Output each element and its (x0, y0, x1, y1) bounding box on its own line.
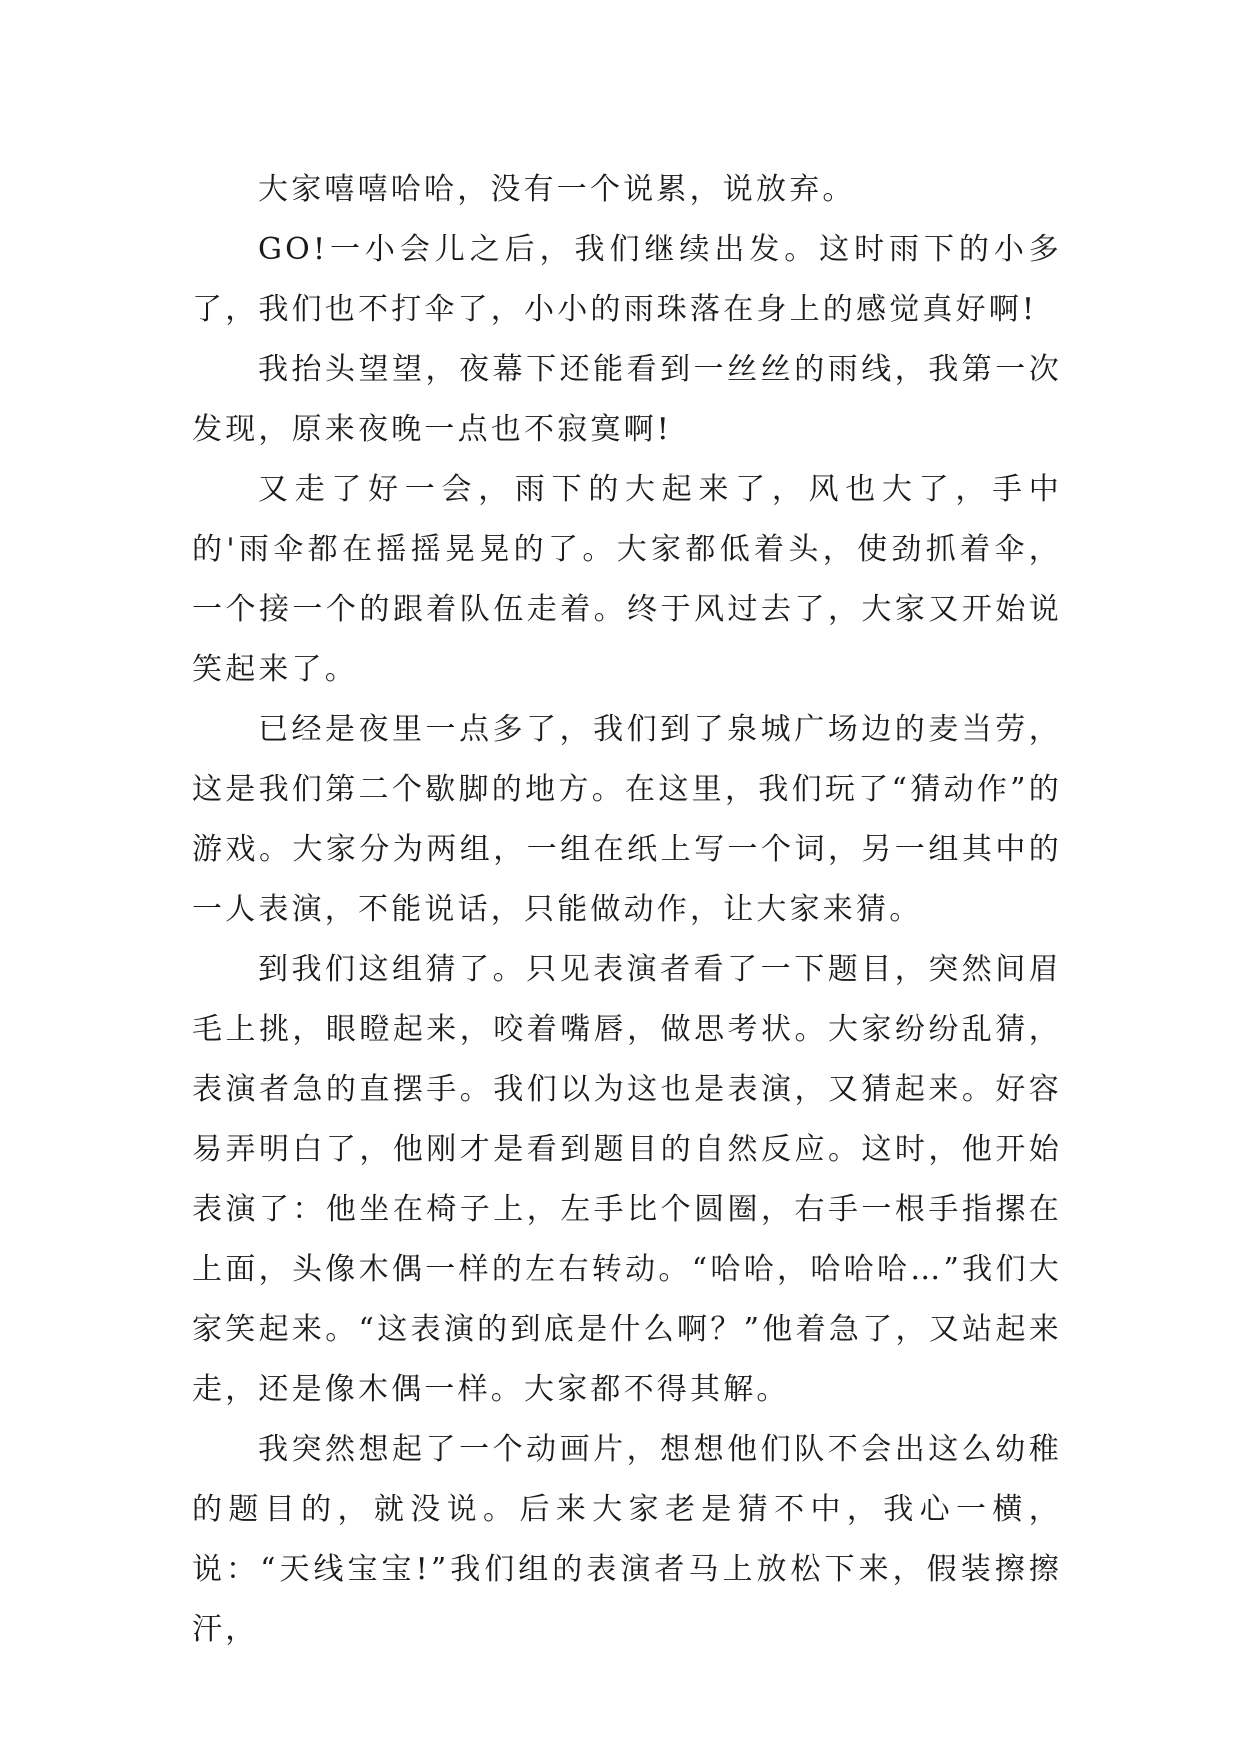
paragraph: 大家嘻嘻哈哈，没有一个说累，说放弃。 (258, 172, 856, 207)
paragraph: 已经是夜里一点多了，我们到了泉城广场边的麦当劳，这是我们第二个歇脚的地方。在这里，我们玩了“猜动作”的游戏。大家分为两组，一组在纸上写一个词，另一组其中的一人表演，不能说话，只能做动作，让大家来猜。 (192, 712, 1062, 927)
paragraph: 我抬头望望，夜幕下还能看到一丝丝的雨线，我第一次发现，原来夜晚一点也不寂寞啊! (192, 352, 1062, 447)
paragraph: 又走了好一会，雨下的大起来了，风也大了，手中的'雨伞都在摇摇晃晃的了。大家都低着头，使劲抓着伞，一个接一个的跟着队伍走着。终于风过去了，大家又开始说笑起来了。 (192, 472, 1062, 687)
paragraph: 我突然想起了一个动画片，想想他们队不会出这么幼稚的题目的，就没说。后来大家老是猜不中，我心一横，说：“天线宝宝!”我们组的表演者马上放松下来，假装擦擦汗， (192, 1432, 1062, 1647)
paragraph: 到我们这组猜了。只见表演者看了一下题目，突然间眉毛上挑，眼瞪起来，咬着嘴唇，做思考状。大家纷纷乱猜，表演者急的直摆手。我们以为这也是表演，又猜起来。好容易弄明白了，他刚才是看到题目的自然反应。这时，他开始表演了：他坐在椅子上，左手比个圆圈，右手一根手指摞在上面，头像木偶一样的左右转动。“哈哈，哈哈哈…”我们大家笑起来。“这表演的到底是什么啊？”他着急了，又站起来走，还是像木偶一样。大家都不得其解。 (192, 952, 1062, 1407)
paragraph: GO!一小会儿之后，我们继续出发。这时雨下的小多了，我们也不打伞了，小小的雨珠落在身上的感觉真好啊! (192, 232, 1062, 327)
body-text (192, 160, 1062, 1660)
